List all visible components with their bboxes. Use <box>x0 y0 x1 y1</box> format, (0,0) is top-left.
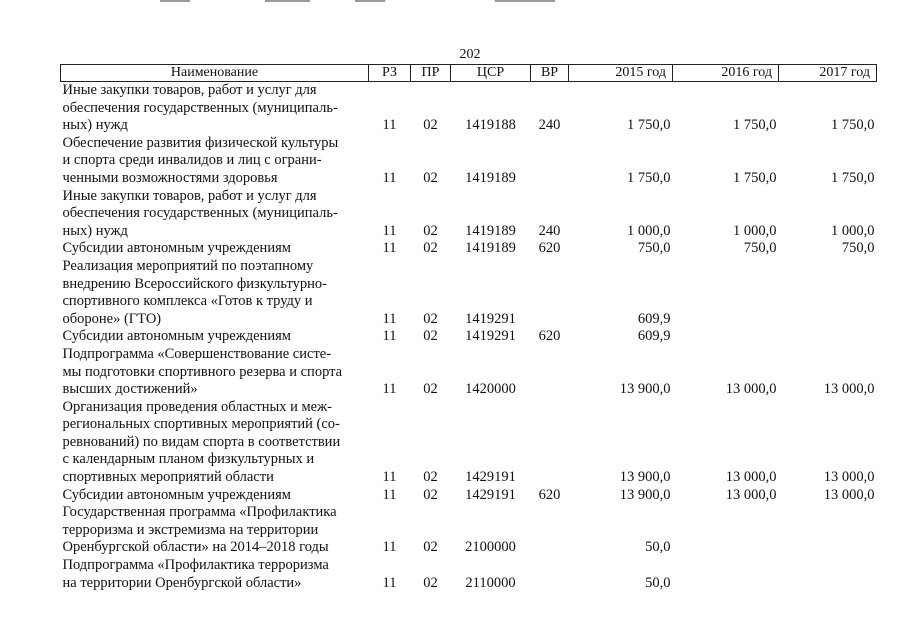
row-2016: 750,0 <box>743 240 777 257</box>
row-2017: 1 750,0 <box>831 117 875 134</box>
row-name-line: ченными возможностями здоровья <box>62 169 278 186</box>
row-vr <box>531 258 569 328</box>
row-vr: 620 <box>538 486 561 503</box>
row-2017 <box>779 504 877 557</box>
row-pr: 02 <box>423 486 438 503</box>
row-pr: 02 <box>423 539 438 556</box>
row-2016: 13 000,0 <box>725 469 777 486</box>
table-row <box>61 258 877 328</box>
row-name-line: высших достижений» <box>62 381 198 398</box>
row-name-line: Субсидии автономным учреждениям <box>62 328 291 345</box>
row-name <box>61 504 369 557</box>
table-row <box>61 487 877 505</box>
row-pr: 02 <box>423 169 438 186</box>
header-name: Наименование <box>61 65 369 82</box>
row-2016: 1 750,0 <box>733 169 777 186</box>
row-rz: 11 <box>382 117 397 134</box>
row-rz: 11 <box>382 240 397 257</box>
row-name-line: Иные закупки товаров, работ и услуг для <box>62 82 317 98</box>
page-number: 202 <box>459 47 481 62</box>
row-2016: 1 750,0 <box>733 117 777 134</box>
row-vr: 240 <box>538 222 561 239</box>
row-csr: 1429191 <box>465 486 516 503</box>
row-vr <box>531 346 569 399</box>
row-name-line: Подпрограмма «Профилактика терроризма <box>62 557 329 574</box>
row-csr: 1420000 <box>465 381 516 398</box>
row-rz: 11 <box>382 169 397 186</box>
row-2015: 750,0 <box>637 240 671 257</box>
row-pr: 02 <box>423 240 438 257</box>
row-name <box>61 258 369 328</box>
row-pr: 02 <box>423 574 438 591</box>
row-name-line: обеспечения государственных (муниципаль- <box>62 99 338 116</box>
row-2016: 13 000,0 <box>725 486 777 503</box>
table-row <box>61 504 877 557</box>
row-name <box>61 346 369 399</box>
header-2016: 2016 год <box>673 65 779 82</box>
table-row <box>61 135 877 188</box>
row-name-line: Государственная программа «Профилактика <box>62 504 337 521</box>
row-vr <box>531 557 569 592</box>
row-2017 <box>779 258 877 328</box>
top-edge-marks <box>0 0 905 6</box>
row-csr: 1419189 <box>465 169 516 186</box>
row-name-line: обеспечения государственных (муниципаль- <box>62 205 338 222</box>
row-name-line: Иные закупки товаров, работ и услуг для <box>62 187 317 204</box>
row-name-line: Подпрограмма «Совершенствование систе- <box>62 345 332 362</box>
row-2015: 50,0 <box>645 539 671 556</box>
row-name <box>61 188 369 241</box>
row-pr: 02 <box>423 310 438 327</box>
header-pr: ПР <box>411 65 451 82</box>
budget-table <box>60 64 877 592</box>
row-pr: 02 <box>423 381 438 398</box>
row-rz: 11 <box>382 222 397 239</box>
row-vr <box>531 135 569 188</box>
row-vr: 620 <box>538 240 561 257</box>
row-2015: 609,9 <box>637 328 671 345</box>
row-name-line: ревнований) по видам спорта в соответствии <box>62 433 341 450</box>
row-pr: 02 <box>423 117 438 134</box>
table-row <box>61 82 877 135</box>
row-csr: 1419189 <box>465 240 516 257</box>
row-csr: 1419291 <box>465 328 516 345</box>
row-name <box>61 487 369 505</box>
row-name-line: Реализация мероприятий по поэтапному <box>62 257 314 274</box>
row-2015: 13 900,0 <box>619 381 671 398</box>
header-rz: РЗ <box>369 65 411 82</box>
row-2017: 13 000,0 <box>823 486 875 503</box>
row-name-line: ных) нужд <box>62 222 128 239</box>
row-2015: 13 900,0 <box>619 469 671 486</box>
row-name-line: региональных спортивных мероприятий (со- <box>62 416 340 433</box>
row-csr: 1419189 <box>465 222 516 239</box>
row-name-line: терроризма и экстремизма на территории <box>62 521 319 538</box>
row-name-line: обороне» (ГТО) <box>62 310 162 327</box>
row-2017: 750,0 <box>841 240 875 257</box>
table-header-row <box>61 65 877 82</box>
header-csr: ЦСР <box>451 65 531 82</box>
row-csr: 2100000 <box>465 539 516 556</box>
row-name-line: спортивных мероприятий области <box>62 469 274 486</box>
table-row <box>61 240 877 258</box>
row-name <box>61 399 369 487</box>
table-row <box>61 557 877 592</box>
row-name-line: Оренбургской области» на 2014–2018 годы <box>62 539 329 556</box>
row-name-line: и спорта среди инвалидов и лиц с ограни- <box>62 152 322 169</box>
row-name-line: Субсидии автономным учреждениям <box>62 486 291 503</box>
row-name-line: на территории Оренбургской области» <box>62 574 302 591</box>
row-2015: 1 750,0 <box>627 117 671 134</box>
row-csr: 2110000 <box>465 574 516 591</box>
row-csr: 1429191 <box>465 469 516 486</box>
row-name <box>61 135 369 188</box>
row-2017: 1 750,0 <box>831 169 875 186</box>
row-csr: 1419291 <box>465 310 516 327</box>
row-2015: 1 750,0 <box>627 169 671 186</box>
row-2015: 50,0 <box>645 574 671 591</box>
row-vr <box>531 504 569 557</box>
row-2016 <box>673 328 779 346</box>
row-name-line: Обеспечение развития физической культуры <box>62 134 339 151</box>
row-2017: 13 000,0 <box>823 381 875 398</box>
row-2017: 1 000,0 <box>831 222 875 239</box>
row-2016 <box>673 557 779 592</box>
row-pr: 02 <box>423 469 438 486</box>
row-rz: 11 <box>382 381 397 398</box>
table-body <box>61 82 877 593</box>
row-2016 <box>673 258 779 328</box>
row-rz: 11 <box>382 328 397 345</box>
row-2015: 13 900,0 <box>619 486 671 503</box>
row-vr <box>531 399 569 487</box>
row-2017 <box>779 557 877 592</box>
row-2015: 609,9 <box>637 310 671 327</box>
row-2017 <box>779 328 877 346</box>
row-csr: 1419188 <box>465 117 516 134</box>
row-name-line: с календарным планом физкультурных и <box>62 451 315 468</box>
row-rz: 11 <box>382 574 397 591</box>
row-name <box>61 557 369 592</box>
row-rz: 11 <box>382 310 397 327</box>
row-name <box>61 240 369 258</box>
row-name-line: ных) нужд <box>62 117 128 134</box>
row-pr: 02 <box>423 328 438 345</box>
row-name-line: Субсидии автономным учреждениям <box>62 240 291 257</box>
header-2015: 2015 год <box>569 65 673 82</box>
row-name-line: внедрению Всероссийского физкультурно- <box>62 275 327 292</box>
header-2017: 2017 год <box>779 65 877 82</box>
row-vr: 620 <box>538 328 561 345</box>
row-2016 <box>673 504 779 557</box>
table-row <box>61 328 877 346</box>
row-name <box>61 82 369 135</box>
table-row <box>61 346 877 399</box>
row-vr: 240 <box>538 117 561 134</box>
row-name-line: мы подготовки спортивного резерва и спорта <box>62 363 343 380</box>
row-name-line: спортивного комплекса «Готов к труду и <box>62 293 313 310</box>
header-vr: ВР <box>531 65 569 82</box>
row-2016: 13 000,0 <box>725 381 777 398</box>
table-row <box>61 399 877 487</box>
row-rz: 11 <box>382 469 397 486</box>
row-rz: 11 <box>382 486 397 503</box>
table-row <box>61 188 877 241</box>
row-2016: 1 000,0 <box>733 222 777 239</box>
row-2015: 1 000,0 <box>627 222 671 239</box>
row-2017: 13 000,0 <box>823 469 875 486</box>
row-name-line: Организация проведения областных и меж- <box>62 398 332 415</box>
row-pr: 02 <box>423 222 438 239</box>
row-name <box>61 328 369 346</box>
row-rz: 11 <box>382 539 397 556</box>
